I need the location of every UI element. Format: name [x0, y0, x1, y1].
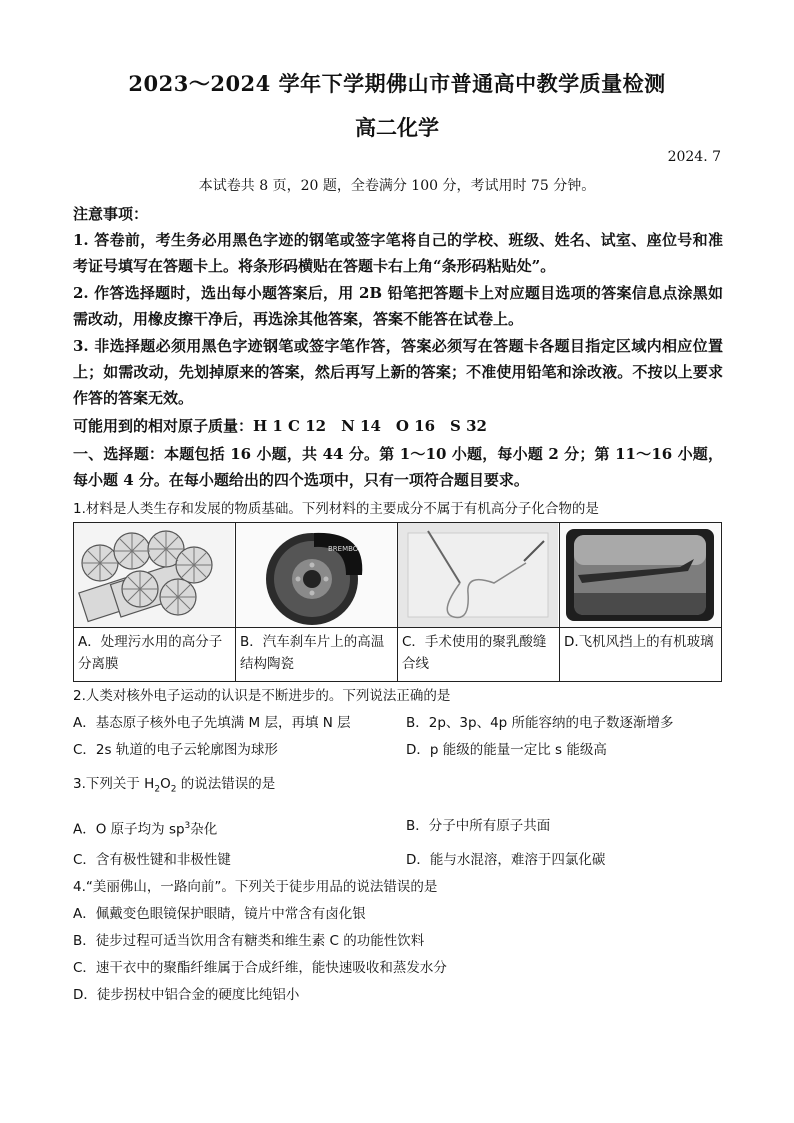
surgical-suture-image [398, 523, 559, 627]
section1-heading: 一、选择题：本题包括 16 小题，共 44 分。第 1～10 小题，每小题 2 分；第 11～16 小题，每小题 4 分。在每小题给出的四个选项中，只有一项符合题目要求。 [73, 445, 723, 489]
q3-option-a: A．O 原子均为 $sp^3$杂化 [73, 821, 218, 838]
brake-disc-image [236, 523, 397, 627]
brake-logo: BREMBO [328, 545, 359, 553]
q4-option-c: C．速干衣中的聚酯纤维属于合成纤维，能快速吸收和蒸发水分 [73, 960, 447, 976]
q1-image-table [73, 522, 722, 682]
q2-option-d: D．p 能级的能量一定比 s 能级高 [406, 742, 607, 758]
q1-option-b: B．汽车刹车片上的高温结构陶瓷 [236, 628, 398, 682]
atomic-masses: 可能用到的相对原子质量：H 1 C 12 N 14 O 16 S 32 [73, 417, 487, 435]
q1-option-a: A．处理污水用的高分子分离膜 [74, 628, 236, 682]
exam-title: 2023～2024 学年下学期佛山市普通高中教学质量检测 [128, 71, 666, 96]
q2-option-c: C．2s 轨道的电子云轮廓图为球形 [73, 742, 278, 758]
q4-option-d: D．徒步拐杖中铝合金的硬度比纯铝小 [73, 987, 300, 1003]
exam-subject: 高二化学 [355, 115, 439, 140]
q3-option-d: D．能与水混溶，难溶于四氯化碳 [406, 852, 606, 868]
exam-info: 本试卷共 8 页，20 题，全卷满分 100 分，考试用时 75 分钟。 [198, 178, 596, 194]
q4-option-b: B．徒步过程可适当饮用含有糖类和维生素 C 的功能性饮料 [73, 933, 425, 949]
q1-option-c: C．手术使用的聚乳酸缝合线 [398, 628, 560, 682]
q1-option-d: D.飞机风挡上的有机玻璃 [560, 628, 722, 682]
q2-stem: 2.人类对核外电子运动的认识是不断进步的。下列说法正确的是 [73, 688, 451, 704]
aircraft-window-image [560, 523, 721, 627]
q3-stem: 3.下列关于 $H_2O_2$ 的说法错误的是 [73, 776, 276, 795]
q4-option-a: A．佩戴变色眼镜保护眼睛，镜片中常含有卤化银 [73, 906, 366, 922]
q4-stem: 4.“美丽佛山，一路向前”。下列关于徒步用品的说法错误的是 [73, 879, 438, 895]
notice-item-1: 1. 答卷前，考生务必用黑色字迹的钢笔或签字笔将自己的学校、班级、姓名、试室、座位号和准考证号填写在答题卡上。将条形码横贴在答题卡右上角“条形码粘贴处”。 [73, 231, 723, 275]
notice-heading: 注意事项： [73, 205, 149, 223]
membrane-tubes-image [74, 523, 235, 627]
q1-stem: 1.材料是人类生存和发展的物质基础。下列材料的主要成分不属于有机高分子化合物的是 [73, 501, 599, 517]
q3-option-b: B．分子中所有原子共面 [406, 818, 551, 834]
q2-option-a: A．基态原子核外电子先填满 M 层，再填 N 层 [73, 715, 351, 731]
notice-item-2: 2. 作答选择题时，选出每小题答案后，用 2B 铅笔把答题卡上对应题目选项的答案信息点涂黑如需改动，用橡皮擦干净后，再选涂其他答案，答案不能答在试卷上。 [73, 284, 723, 328]
exam-date: 2024. 7 [667, 149, 721, 165]
notice-item-3: 3. 非选择题必须用黑色字迹钢笔或签字笔作答，答案必须写在答题卡各题目指定区域内相应位置上；如需改动，先划掉原来的答案，然后再写上新的答案；不准使用铅笔和涂改液。不按以上要求作答的答案无效。 [73, 337, 723, 407]
q3-option-c: C．含有极性键和非极性键 [73, 852, 231, 868]
q2-option-b: B．2p、3p、4p 所能容纳的电子数逐渐增多 [406, 715, 674, 731]
